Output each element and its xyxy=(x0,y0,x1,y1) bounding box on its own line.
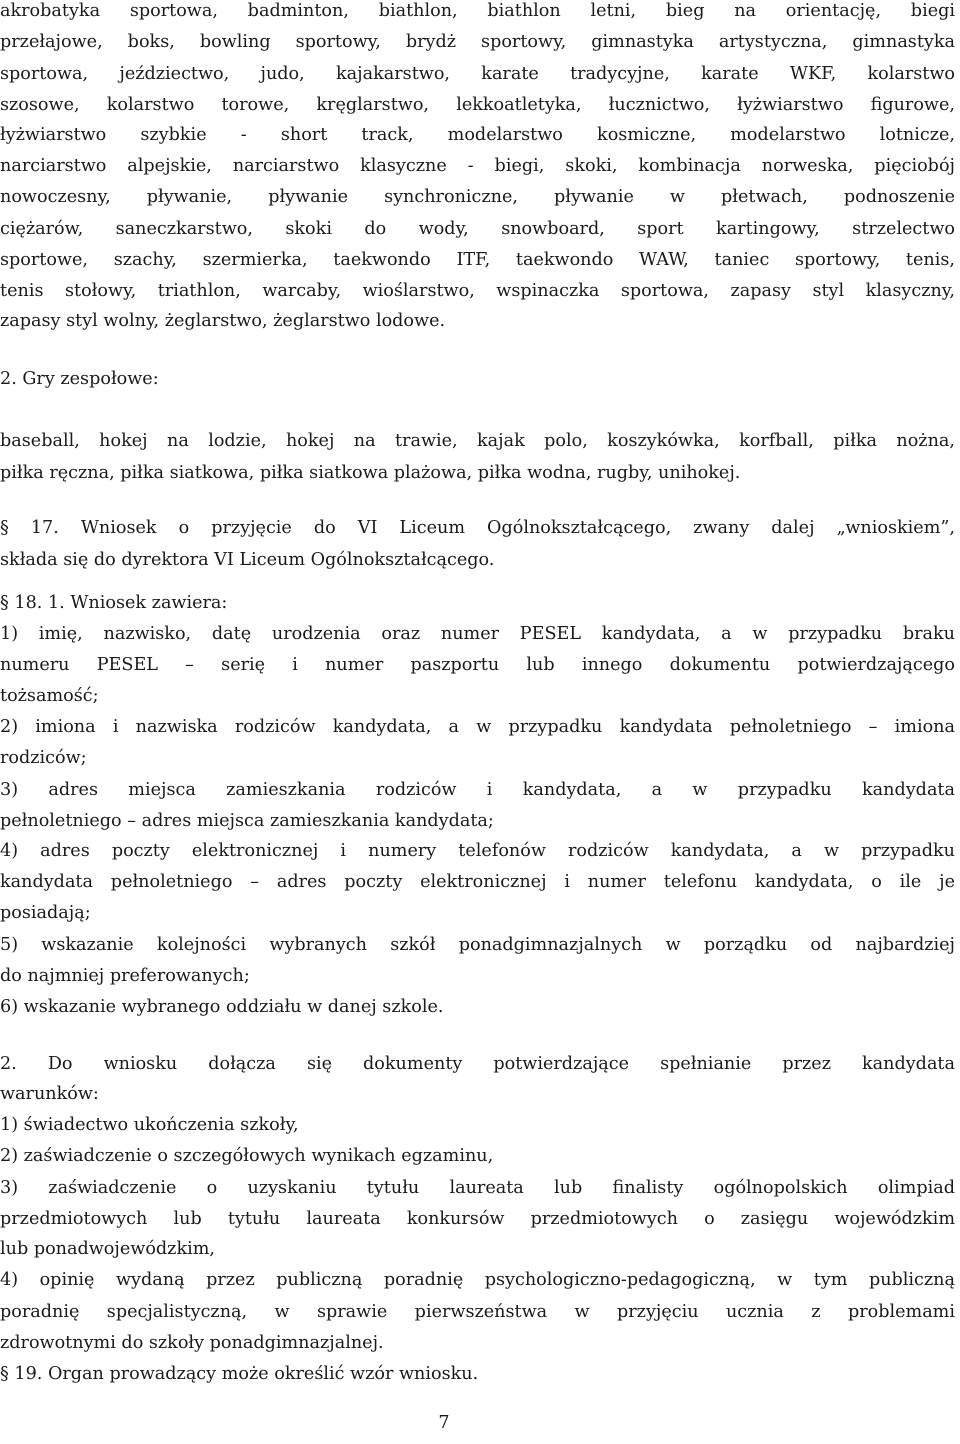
par18-2-line-2: warunków: xyxy=(0,1084,99,1104)
sports-line-5: łyżwiarstwo szybkie - short track, modelarstwo kosmiczne, modelarstwo lotnicze, xyxy=(0,125,955,145)
par18-heading: § 18. 1. Wniosek zawiera: xyxy=(0,593,228,613)
sports-line-6: narciarstwo alpejskie, narciarstwo klasyczne - biegi, skoki, kombinacja norweska, pięciobój xyxy=(0,156,955,176)
par18-line-2: numeru PESEL – serię i numer paszportu lub innego dokumentu potwierdzającego xyxy=(0,655,955,675)
par18-line-7: pełnoletniego – adres miejsca zamieszkania kandydata; xyxy=(0,811,494,831)
par18-2-line-9: poradnię specjalistyczną, w sprawie pierwszeństwa w przyjęciu ucznia z problemami xyxy=(0,1302,955,1322)
sports-line-7: nowoczesny, pływanie, pływanie synchroniczne, pływanie w płetwach, podnoszenie xyxy=(0,187,955,207)
team-games-line-2: piłka ręczna, piłka siatkowa, piłka siatkowa plażowa, piłka wodna, rugby, unihokej. xyxy=(0,463,741,483)
par18-2-line-4: 2) zaświadczenie o szczegółowych wynikach egzaminu, xyxy=(0,1146,494,1166)
team-games-heading: 2. Gry zespołowe: xyxy=(0,369,159,389)
sports-line-4: szosowe, kolarstwo torowe, kręglarstwo, lekkoatletyka, łucznictwo, łyżwiarstwo figurowe, xyxy=(0,95,955,115)
par18-line-12: do najmniej preferowanych; xyxy=(0,966,250,986)
sports-line-2: przełajowe, boks, bowling sportowy, brydż sportowy, gimnastyka artystyczna, gimnastyka xyxy=(0,32,955,52)
sports-line-3: sportowa, jeździectwo, judo, kajakarstwo, karate tradycyjne, karate WKF, kolarstwo xyxy=(0,64,955,84)
par18-line-8: 4) adres poczty elektronicznej i numery telefonów rodziców kandydata, a w przypadku xyxy=(0,841,955,861)
par18-line-10: posiadają; xyxy=(0,903,91,923)
par18-line-3: tożsamość; xyxy=(0,686,99,706)
sports-line-8: ciężarów, saneczkarstwo, skoki do wody, snowboard, sport kartingowy, strzelectwo xyxy=(0,219,955,239)
team-games-line-1: baseball, hokej na lodzie, hokej na trawie, kajak polo, koszykówka, korfball, piłka nożna, xyxy=(0,431,955,451)
par18-line-6: 3) adres miejsca zamieszkania rodziców i kandydata, a w przypadku kandydata xyxy=(0,780,955,800)
sports-line-9: sportowe, szachy, szermierka, taekwondo ITF, taekwondo WAW, taniec sportowy, tenis, xyxy=(0,250,955,270)
par18-2-line-7: lub ponadwojewódzkim, xyxy=(0,1239,216,1259)
sports-line-10: tenis stołowy, triathlon, warcaby, wioślarstwo, wspinaczka sportowa, zapasy styl klasyczny, xyxy=(0,281,955,301)
par18-line-9: kandydata pełnoletniego – adres poczty elektronicznej i numer telefonu kandydata, o ile je xyxy=(0,872,955,892)
par18-2-line-1: 2. Do wniosku dołącza się dokumenty potwierdzające spełnianie przez kandydata xyxy=(0,1054,955,1074)
sports-line-11: zapasy styl wolny, żeglarstwo, żeglarstwo lodowe. xyxy=(0,311,446,331)
page-number: 7 xyxy=(438,1413,450,1433)
sports-line-1: akrobatyka sportowa, badminton, biathlon, biathlon letni, bieg na orientację, biegi xyxy=(0,1,955,21)
par17-line-1: § 17. Wniosek o przyjęcie do VI Liceum Ogólnokształcącego, zwany dalej „wnioskiem”, xyxy=(0,518,955,538)
par18-line-13: 6) wskazanie wybranego oddziału w danej szkole. xyxy=(0,997,444,1017)
par18-2-line-6: przedmiotowych lub tytułu laureata konkursów przedmiotowych o zasięgu wojewódzkim xyxy=(0,1209,955,1229)
par18-line-4: 2) imiona i nazwiska rodziców kandydata, a w przypadku kandydata pełnoletniego – imiona xyxy=(0,717,955,737)
par18-line-1: 1) imię, nazwisko, datę urodzenia oraz numer PESEL kandydata, a w przypadku braku xyxy=(0,624,955,644)
par19-text: § 19. Organ prowadzący może określić wzór wniosku. xyxy=(0,1364,479,1384)
par18-2-line-10: zdrowotnymi do szkoły ponadgimnazjalnej. xyxy=(0,1333,384,1353)
par18-2-line-3: 1) świadectwo ukończenia szkoły, xyxy=(0,1115,299,1135)
par17-line-2: składa się do dyrektora VI Liceum Ogólnokształcącego. xyxy=(0,550,495,570)
par18-2-line-5: 3) zaświadczenie o uzyskaniu tytułu laureata lub finalisty ogólnopolskich olimpiad xyxy=(0,1178,955,1198)
par18-2-line-8: 4) opinię wydaną przez publiczną poradnię psychologiczno-pedagogiczną, w tym publiczną xyxy=(0,1270,955,1290)
par18-line-11: 5) wskazanie kolejności wybranych szkół ponadgimnazjalnych w porządku od najbardziej xyxy=(0,935,955,955)
par18-line-5: rodziców; xyxy=(0,748,87,768)
